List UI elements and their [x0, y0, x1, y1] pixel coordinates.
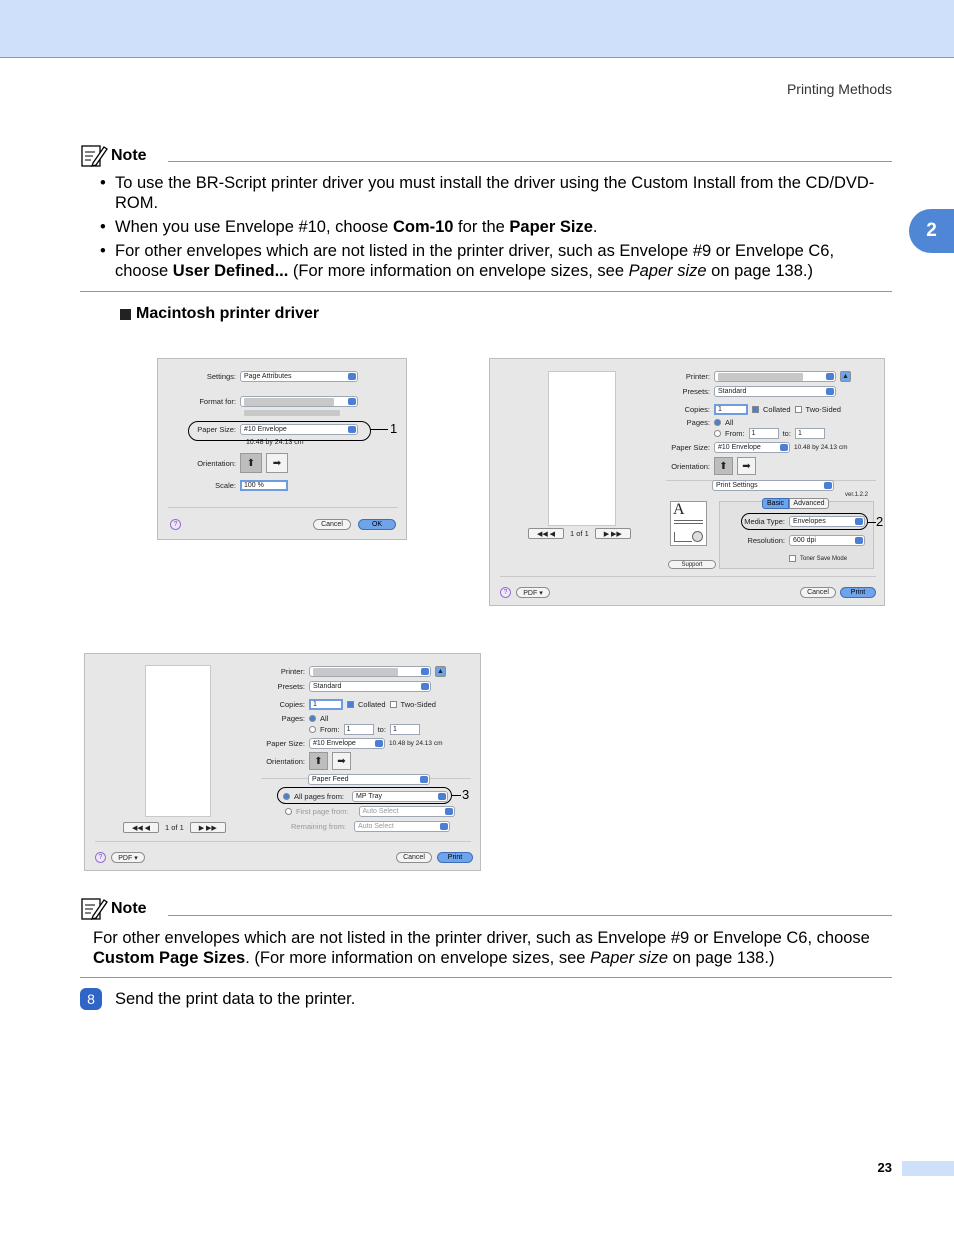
media-type-label: Media Type: — [744, 517, 785, 526]
to-field[interactable]: 1 — [795, 428, 825, 439]
toner-save-label: Toner Save Mode — [800, 555, 848, 562]
presets-label: Presets: — [277, 682, 305, 691]
callout-oval — [741, 513, 868, 530]
all-pages-radio[interactable] — [714, 419, 721, 426]
settings-label: Settings: — [206, 372, 236, 381]
collated-label: Collated — [763, 405, 791, 414]
first-page-from-popup[interactable]: Auto Select — [359, 806, 455, 817]
pages-label: Pages: — [686, 418, 710, 427]
page-number-bar — [902, 1161, 954, 1176]
orientation-label: Orientation: — [671, 461, 710, 471]
blurred-printer-name — [313, 668, 398, 676]
page-count: 1 of 1 — [570, 529, 589, 538]
paper-size-label: Paper Size: — [671, 443, 710, 452]
note-end-rule — [80, 291, 892, 292]
note-heading — [80, 143, 147, 169]
callout-oval — [188, 421, 371, 441]
blurred-printer-model — [244, 410, 340, 416]
help-icon[interactable]: ? — [95, 852, 106, 863]
to-field[interactable]: 1 — [390, 724, 420, 735]
note-end-rule — [80, 977, 892, 978]
blurred-printer-name — [718, 373, 803, 381]
remaining-from-popup[interactable]: Auto Select — [354, 821, 450, 832]
step-text: Send the print data to the printer. — [115, 989, 356, 1008]
page-preview — [548, 371, 616, 526]
presets-popup[interactable]: Standard — [309, 681, 431, 692]
all-label: All — [320, 714, 329, 723]
paper-dimensions: 10.48 by 24.13 cm — [794, 444, 848, 451]
cancel-button[interactable]: Cancel — [396, 852, 432, 863]
support-button[interactable]: Support — [668, 560, 716, 569]
printer-label: Printer: — [685, 372, 710, 381]
two-sided-label: Two-Sided — [805, 405, 841, 414]
page-setup-dialog — [157, 358, 407, 540]
paper-size-label: Paper Size: — [266, 739, 305, 748]
paper-feed-dialog — [84, 653, 481, 871]
note-pencil-icon — [80, 143, 108, 169]
copies-field[interactable]: 1 — [714, 404, 748, 415]
page-number: 23 — [877, 1160, 892, 1175]
format-for-popup[interactable] — [240, 396, 358, 407]
note-bullets — [100, 173, 880, 285]
note-label: Note — [111, 147, 147, 164]
ok-button[interactable]: OK — [358, 519, 396, 530]
callout-1: 1 — [390, 421, 398, 436]
callout-2: 2 — [876, 514, 884, 529]
collated-checkbox[interactable] — [347, 701, 354, 708]
header-bar — [0, 0, 954, 58]
bullet-item: • For other envelopes which are not listed in the printer driver, such as Envelope #9 or Envelope C6, choose User Defined... (For more information on envelope sizes, see Paper size on page 138.) — [100, 241, 880, 281]
orientation-label: Orientation: — [197, 458, 236, 468]
from-radio[interactable] — [714, 430, 721, 437]
section-heading: Macintosh printer driver — [120, 305, 319, 323]
paper-size-popup[interactable]: #10 Envelope — [714, 442, 790, 453]
copies-label: Copies: — [684, 405, 710, 414]
disclosure-button[interactable]: ▲ — [435, 666, 446, 677]
note-pencil-icon — [80, 896, 108, 922]
next-page-button[interactable]: ▶ ▶▶ — [595, 528, 631, 539]
print-settings-dialog — [489, 358, 885, 606]
paper-size-label: Paper Size: — [197, 425, 236, 434]
print-settings-thumbnail-icon: A — [670, 501, 707, 546]
resolution-label: Resolution: — [747, 536, 785, 545]
help-icon[interactable]: ? — [500, 587, 511, 598]
chapter-tab: 2 — [909, 209, 954, 253]
first-page-from-label: First page from: — [296, 807, 349, 816]
presets-label: Presets: — [682, 387, 710, 396]
cancel-button[interactable]: Cancel — [313, 519, 351, 530]
print-button[interactable]: Print — [840, 587, 876, 598]
copies-label: Copies: — [279, 700, 305, 709]
cancel-button[interactable]: Cancel — [800, 587, 836, 598]
resolution-popup[interactable]: 600 dpi — [789, 535, 865, 546]
copies-field[interactable]: 1 — [309, 699, 343, 710]
all-pages-from-popup[interactable]: MP Tray — [352, 791, 448, 802]
orientation-label: Orientation: — [266, 756, 305, 766]
print-button[interactable]: Print — [437, 852, 473, 863]
help-icon[interactable]: ? — [170, 519, 181, 530]
prev-page-button[interactable]: ◀◀ ◀ — [528, 528, 564, 539]
square-bullet-icon — [120, 309, 131, 320]
landscape-orientation-icon[interactable]: ➡ — [332, 752, 351, 770]
collated-checkbox[interactable] — [752, 406, 759, 413]
paper-feed-popup[interactable]: Paper Feed — [308, 774, 430, 785]
two-sided-label: Two-Sided — [400, 700, 436, 709]
printer-popup[interactable] — [714, 371, 836, 382]
page-preview — [145, 665, 211, 817]
note-label: Note — [111, 900, 147, 917]
presets-popup[interactable]: Standard — [714, 386, 836, 397]
pdf-button[interactable]: PDF ▾ — [111, 852, 145, 863]
note-rule — [168, 915, 892, 916]
printer-popup[interactable] — [309, 666, 431, 677]
note-text: For other envelopes which are not listed in the printer driver, such as Envelope #9 or Envelope C6, choose Custom Page Sizes. (For more information on envelope sizes, see Paper size on page 138.) — [93, 929, 870, 967]
paper-size-popup[interactable]: #10 Envelope — [240, 424, 358, 435]
running-title: Printing Methods — [786, 81, 892, 97]
landscape-orientation-icon[interactable]: ➡ — [737, 457, 756, 475]
callout-line — [867, 522, 876, 523]
portrait-orientation-icon[interactable]: ⬆ — [240, 453, 262, 473]
divider — [500, 576, 876, 577]
format-for-label: Format for: — [199, 397, 236, 406]
step-item — [80, 988, 355, 1010]
media-type-popup[interactable]: Envelopes — [789, 516, 865, 527]
divider — [168, 507, 398, 508]
settings-popup[interactable]: Page Attributes — [240, 371, 358, 382]
two-sided-checkbox[interactable] — [795, 406, 802, 413]
toner-save-checkbox[interactable] — [789, 555, 796, 562]
disclosure-button[interactable]: ▲ — [840, 371, 851, 382]
paper-dimensions: 10.48 by 24.13 cm — [389, 740, 443, 747]
landscape-orientation-icon[interactable]: ➡ — [266, 453, 288, 473]
callout-oval — [277, 787, 452, 804]
to-label: to: — [782, 429, 791, 438]
printer-label: Printer: — [280, 667, 305, 676]
portrait-orientation-icon[interactable]: ⬆ — [309, 752, 328, 770]
remaining-from-label: Remaining from: — [291, 822, 347, 831]
all-pages-from-label: All pages from: — [294, 792, 345, 801]
pages-label: Pages: — [281, 714, 305, 723]
note-rule — [168, 161, 892, 162]
page-count: 1 of 1 — [165, 823, 184, 832]
next-page-button[interactable]: ▶ ▶▶ — [190, 822, 226, 833]
callout-line — [451, 795, 461, 796]
prev-page-button[interactable]: ◀◀ ◀ — [123, 822, 159, 833]
to-label: to: — [377, 725, 386, 734]
scale-field[interactable]: 100 % — [240, 480, 288, 491]
callout-3: 3 — [462, 787, 470, 802]
bullet-item: • When you use Envelope #10, choose Com-10 for the Paper Size. — [100, 217, 880, 237]
blurred-printer-name — [244, 398, 334, 406]
paper-dimensions: 10.48 by 24.13 cm — [246, 439, 304, 446]
all-pages-radio[interactable] — [309, 715, 316, 722]
step-number: 8 — [80, 988, 102, 1010]
portrait-orientation-icon[interactable]: ⬆ — [714, 457, 733, 475]
tab-advanced[interactable]: Advanced — [789, 498, 829, 509]
pdf-button[interactable]: PDF ▾ — [516, 587, 550, 598]
from-field[interactable]: 1 — [344, 724, 374, 735]
bullet-item: • To use the BR-Script printer driver you must install the driver using the Custom Install from the CD/DVD-ROM. — [100, 173, 880, 213]
paper-size-popup[interactable]: #10 Envelope — [309, 738, 385, 749]
first-page-from-radio[interactable] — [285, 808, 292, 815]
collated-label: Collated — [358, 700, 386, 709]
from-radio[interactable] — [309, 726, 316, 733]
scale-label: Scale: — [215, 481, 236, 490]
version-label: ver.1.2.2 — [845, 492, 869, 498]
from-label: From: — [725, 429, 745, 438]
note-heading — [80, 896, 147, 922]
two-sided-checkbox[interactable] — [390, 701, 397, 708]
tab-basic[interactable]: Basic — [762, 498, 789, 509]
from-label: From: — [320, 725, 340, 734]
from-field[interactable]: 1 — [749, 428, 779, 439]
print-settings-popup[interactable]: Print Settings — [712, 480, 834, 491]
callout-line — [370, 429, 388, 430]
all-label: All — [725, 418, 734, 427]
divider — [95, 841, 471, 842]
